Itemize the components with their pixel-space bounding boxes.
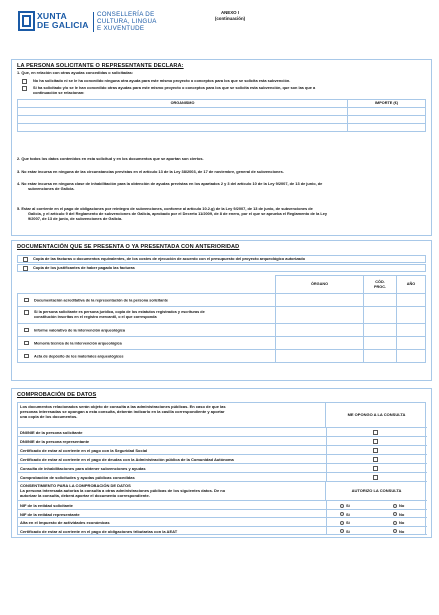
authorize-header: AUTORIZO LA CONSULTA — [326, 482, 427, 501]
documentation-title: DOCUMENTACIÓN QUE SE PRESENTA O YA PRESENTADA CON ANTERIORIDAD — [17, 244, 240, 250]
intro-line-2: personas interesadas se opongan a esta consulta, deberán indicarlo en la casilla correspondiente y aportar — [20, 409, 225, 414]
doc-statutes-label-2: constitución inscritas en el registro mercantil, o el que corresponda — [34, 315, 157, 319]
code-cell[interactable] — [364, 324, 397, 337]
organ-cell[interactable] — [276, 307, 364, 324]
other-aid-table — [17, 99, 426, 132]
consent-item-label: NIF de la entidad representante — [20, 511, 80, 517]
doc-deposit-checkbox[interactable] — [24, 354, 29, 359]
code-cell[interactable] — [364, 294, 397, 307]
verification-row — [18, 428, 427, 437]
doc-deposit-label: Acta de depósito de los materiales arqueológicos — [34, 353, 124, 358]
verification-intro — [18, 403, 326, 428]
verification-item-label: Certificado de estar al corriente en el pago con la Seguridad Social — [20, 448, 148, 453]
declaration-item-5b: Galicia, y el artículo 9 del Reglamento de subvenciones de Galicia, aprobado por el Decreto 11/2009, de 8 de enero, por el que se aprueba el Reglamento de la Ley — [28, 211, 328, 216]
verification-item-label: DNI/NIE de la persona solicitante — [20, 430, 83, 435]
doc-representation-row — [18, 294, 276, 307]
dept-line1: CONSELLERÍA DE — [97, 11, 155, 18]
no-radio[interactable] — [393, 529, 397, 533]
verification-row — [18, 473, 427, 482]
verification-table — [17, 402, 426, 535]
amount-cell[interactable] — [348, 124, 426, 132]
doc-payments-label: Copia de los justificantes de haber pagado las facturas — [33, 264, 135, 270]
no-radio[interactable] — [393, 504, 397, 508]
amount-header: IMPORTE (€) — [348, 100, 426, 108]
declaration-item-1: 1. Que, en relación con otras ayudas concedidas o solicitadas: — [17, 70, 134, 75]
verification-section — [11, 388, 432, 538]
authorize-no-option[interactable]: No — [393, 520, 404, 525]
consent-title: CONSENTIMIENTO PARA LA COMPROBACIÓN DE DATOS — [20, 483, 131, 488]
year-cell[interactable] — [397, 324, 426, 337]
year-cell[interactable] — [397, 350, 426, 363]
authorize-yes-option[interactable]: Sí — [340, 512, 350, 517]
verification-row — [18, 446, 427, 455]
oppose-checkbox[interactable] — [373, 457, 378, 462]
dept-line3: E XUVENTUDE — [97, 24, 145, 32]
verification-item-label: Comprobación de solicitudes y ayudas públicas concedidas — [20, 475, 135, 480]
yes-radio[interactable] — [340, 512, 344, 516]
authorize-yes-option[interactable]: Sí — [340, 503, 350, 508]
declaration-item-3: 3. No estar incursa en ninguna de las circunstancias previstas en el artículo 13 de la Ley 38/2003, de 17 de noviembre, general de subvenciones. — [17, 169, 284, 174]
doc-invoices-label: Copia de las facturas o documentos equivalentes, de los costes de ejecución de acuerdo con el presupuesto del proyecto arqueológico autorizado — [33, 255, 305, 261]
intro-line-1: Los documentos relacionados serán objeto de consulta a las administraciones públicas. En caso de que las — [20, 404, 226, 409]
year-cell[interactable] — [397, 337, 426, 350]
year-cell[interactable] — [397, 307, 426, 324]
amount-cell[interactable] — [348, 108, 426, 116]
authorize-yes-option[interactable]: Sí — [340, 529, 350, 534]
doc-representation-checkbox[interactable] — [24, 298, 29, 303]
organism-cell[interactable] — [18, 124, 348, 132]
doc-statutes-label-1: Si la persona solicitante es persona jurídica, copia de los estatutos registrados y escrituras de — [34, 310, 205, 315]
logo-line2: DE GALICIA — [37, 20, 89, 30]
no-radio[interactable] — [393, 521, 397, 525]
organ-cell[interactable] — [276, 294, 364, 307]
verification-row — [18, 437, 427, 446]
documents-table — [17, 275, 426, 363]
doc-invoices-checkbox[interactable] — [23, 257, 28, 262]
doc-memory-row — [18, 337, 276, 350]
doc-report-row — [18, 324, 276, 337]
other-aid-label-1: Sí ha solicitado y/o se le han concedido otras ayudas para este mismo proyecto o conceptos para los que se solicita esta subvención, que son las que a — [33, 85, 316, 90]
doc-statutes-row — [18, 307, 276, 324]
xunta-logo-icon — [18, 11, 35, 31]
oppose-checkbox[interactable] — [373, 439, 378, 444]
declaration-item-4b: subvenciones de Galicia. — [28, 186, 75, 191]
organism-cell[interactable] — [18, 108, 348, 116]
verification-row — [18, 455, 427, 464]
yes-radio[interactable] — [340, 529, 344, 533]
no-radio[interactable] — [393, 512, 397, 516]
declaration-item-5c: 9/2007, de 13 de junio, de subvenciones de Galicia. — [28, 216, 123, 221]
logo-line1: XUNTA — [37, 11, 67, 21]
verification-item-label: Consulta de inhabilitaciones para obtener subvenciones y ayudas — [20, 466, 146, 471]
oppose-checkbox[interactable] — [373, 430, 378, 435]
doc-memory-label: Memoria técnica de la intervención arqueológica — [34, 340, 122, 345]
annex-subtitle: (continuación) — [214, 15, 246, 21]
doc-deposit-row — [18, 350, 276, 363]
oppose-checkbox[interactable] — [373, 475, 378, 480]
doc-payments-checkbox[interactable] — [23, 266, 28, 271]
authorize-yes-option[interactable]: Sí — [340, 520, 350, 525]
consent-item-label: Certificado de estar al corriente en el pago de obligaciones tributarias con la AEAT — [20, 528, 178, 534]
documentation-section — [11, 240, 432, 381]
declaration-item-4a: 4. No estar incursa en ninguna clase de inhabilitación para la obtención de ayudas previstas en los apartados 2 y 3 del artículo 10 de la Ley 9/2007, de 13 de junio, de — [17, 181, 323, 186]
organ-header: ÓRGANO — [276, 276, 364, 294]
doc-report-checkbox[interactable] — [24, 328, 29, 333]
organ-cell[interactable] — [276, 350, 364, 363]
code-header: CÓD. PROC. — [364, 276, 397, 294]
amount-cell[interactable] — [348, 116, 426, 124]
authorize-no-option[interactable]: No — [393, 529, 404, 534]
organ-cell[interactable] — [276, 337, 364, 350]
no-other-aid-label: No ha solicitado ni se le ha concedido ninguna otra ayuda para este mismo proyecto o conceptos para los que se solicita esta subvención. — [33, 78, 291, 83]
other-aid-label-2: continuación se relacionan: — [33, 90, 85, 95]
organism-header: ORGANISMO — [18, 100, 348, 108]
oppose-checkbox[interactable] — [373, 448, 378, 453]
declaration-title: LA PERSONA SOLICITANTE O REPRESENTANTE DECLARA: — [17, 63, 184, 69]
consent-item-label: NIF de la entidad solicitante — [20, 503, 73, 508]
code-cell[interactable] — [364, 350, 397, 363]
consent-line-2: autorizar la consulta, deberá aportar el documento correspondiente. — [20, 493, 150, 498]
verification-row — [18, 464, 427, 473]
no-other-aid-checkbox[interactable] — [22, 79, 27, 84]
logo-wordmark — [37, 12, 89, 30]
dept-line2: CULTURA, LINGUA — [97, 17, 157, 25]
consent-row — [18, 510, 427, 519]
consent-row — [18, 527, 427, 536]
yes-radio[interactable] — [340, 521, 344, 525]
organism-cell[interactable] — [18, 116, 348, 124]
other-aid-checkbox[interactable] — [22, 86, 27, 91]
declaration-section — [11, 59, 432, 236]
code-cell[interactable] — [364, 337, 397, 350]
code-cell[interactable] — [364, 307, 397, 324]
consent-row — [18, 501, 427, 510]
verification-item-label: Certificado de estar al corriente en el pago de deudas con la Administración pública de la Comunidad Autónoma — [20, 457, 234, 462]
declaration-item-5a: 5. Estar al corriente en el pago de obligaciones por reintegro de subvenciones, conforme al artículo 10.2.g) de la Ley 9/2007, de 13 de junio, de subvenciones de — [17, 206, 313, 211]
verification-item-label: DNI/NIE de la persona representante — [20, 439, 90, 444]
logo-divider — [93, 12, 94, 32]
oppose-checkbox[interactable] — [373, 466, 378, 471]
doc-representation-label: Documentación acreditativa de la representación de la persona solicitante — [34, 297, 168, 302]
consent-item-label: Alta en el Impuesto de actividades económicas — [20, 520, 110, 525]
yes-radio[interactable] — [340, 504, 344, 508]
doc-memory-checkbox[interactable] — [24, 341, 29, 346]
doc-statutes-checkbox[interactable] — [24, 310, 29, 315]
annex-title: ANEXO I — [220, 10, 240, 15]
annex-heading — [180, 10, 280, 21]
consent-line-1: La persona interesada autoriza la consulta a otras administraciones públicas de los siguientes datos. De no — [20, 488, 226, 493]
consent-block — [18, 482, 326, 501]
declaration-item-2: 2. Que todos los datos contenidos en esta solicitud y en los documentos que se aportan son ciertos. — [17, 156, 204, 161]
verification-title: COMPROBACIÓN DE DATOS — [17, 392, 97, 398]
department-name — [97, 12, 157, 32]
organ-cell[interactable] — [276, 324, 364, 337]
authorize-no-option[interactable]: No — [393, 503, 404, 508]
oppose-header: ME OPONGO A LA CONSULTA — [326, 403, 427, 428]
doc-report-label: Informe valorativo de la intervención arqueológica — [34, 327, 125, 332]
consent-row — [18, 518, 427, 527]
year-cell[interactable] — [397, 294, 426, 307]
intro-line-3: una copia de los documentos. — [20, 414, 78, 419]
year-header: AÑO — [397, 276, 426, 294]
authorize-no-option[interactable]: No — [393, 512, 404, 517]
